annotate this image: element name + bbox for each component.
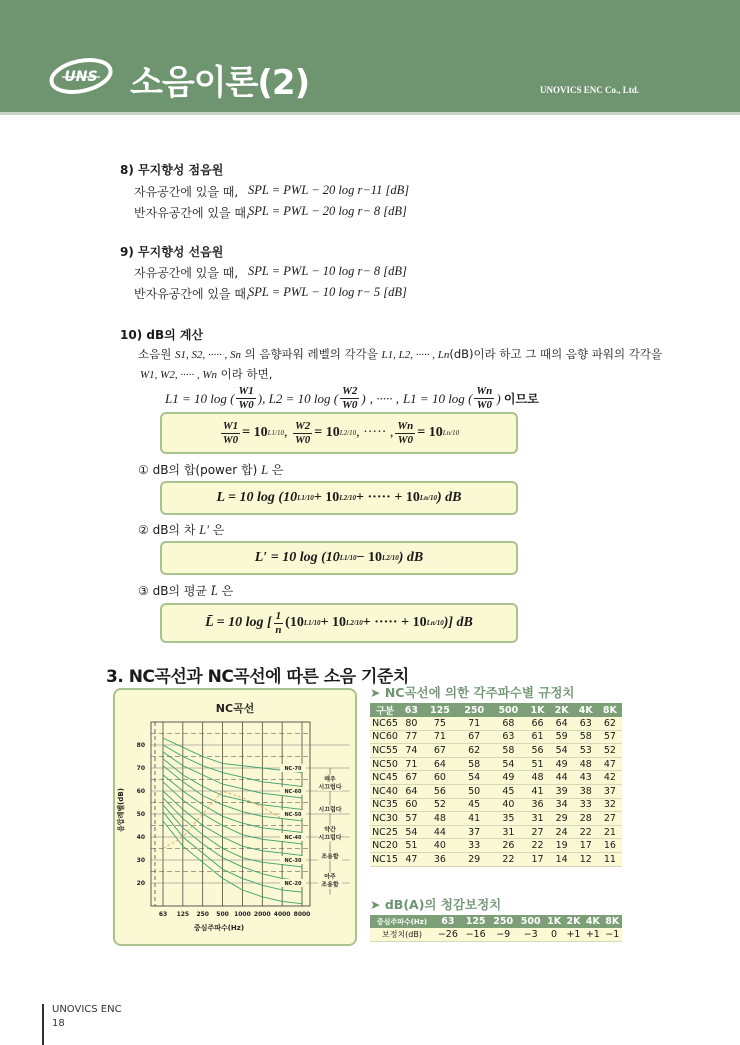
nc-table-row <box>370 812 622 826</box>
formula-box-ratio: $\frac{W1}{W0}$ = 10 L1/10 , $\frac{W2}{W0}$ = 10 L2/10 , ····· , $\frac{Wn}{W0}$ = 10 Ln/10 <box>160 412 518 454</box>
formula-box-average: L̄ = 10 log [ $\frac{1}{n}$ (10 L1/10 + 10 L2/10 + ····· + 10 Ln/10 )] dB <box>160 603 518 643</box>
s10-line1-c: (dB)이라 하고 그 때의 음향 파워의 각각을 <box>449 347 663 361</box>
s8-row-1-formula: SPL = PWL − 20 log r−11 [dB] <box>248 183 410 197</box>
s10-line1-vars: S1, S2, ····· , Sn <box>174 349 241 361</box>
x-tick-label: 250 <box>196 911 209 918</box>
item-3-label: ③ dB의 평균 L̄ 은 <box>138 584 234 598</box>
curve-label: NC-30 <box>284 858 302 864</box>
dba-table <box>370 915 622 942</box>
nc-table-cell: 12 <box>574 852 598 866</box>
dba-table-cell: +1 <box>583 928 602 941</box>
nc-table-cell: 59 <box>550 730 574 744</box>
nc-table-header-cell: 4K <box>574 703 598 717</box>
s9-row-1-label: 자유공간에 있을 때, <box>134 266 239 280</box>
zone-label: 시끄럽다 <box>318 806 342 814</box>
curve-label: NC-20 <box>284 881 302 887</box>
y-tick-label: 70 <box>136 765 145 772</box>
nc-table-cell: 80 <box>400 717 423 730</box>
nc-table-cell: 51 <box>400 839 423 853</box>
nc-table-cell: 21 <box>598 825 622 839</box>
nc-table-header-cell: 250 <box>457 703 491 717</box>
x-tick-label: 2000 <box>253 911 271 918</box>
s10-line-1 <box>138 346 662 362</box>
eq-ln: L1 = 10 log <box>402 390 465 406</box>
dba-table-header-cell: 4K <box>583 915 602 928</box>
dba-table-header-cell: 1K <box>544 915 563 928</box>
dba-table-cell: −9 <box>490 928 517 941</box>
nc-table-cell: 16 <box>598 839 622 853</box>
uns-logo-icon <box>46 56 116 96</box>
x-tick-label: 500 <box>216 911 229 918</box>
dba-table-cell: −1 <box>603 928 622 941</box>
nc-table-cell: NC50 <box>370 757 400 771</box>
page-footer <box>42 1004 122 1045</box>
nc-table-cell: 27 <box>525 825 549 839</box>
nc-table-row <box>370 784 622 798</box>
page-number: 18 <box>52 1018 65 1029</box>
arrow-bullet-icon: ➤ <box>370 685 381 700</box>
nc-table-cell: 64 <box>550 717 574 730</box>
y-tick-label: 20 <box>136 880 145 887</box>
nc-table-cell: NC25 <box>370 825 400 839</box>
y-tick-label: 40 <box>136 834 145 841</box>
nc-curve-nc-45 <box>163 775 302 833</box>
nc-table-cell: 29 <box>457 852 491 866</box>
nc-table-cell: 71 <box>457 717 491 730</box>
arrow-bullet-icon: ➤ <box>370 897 381 912</box>
curve-label: NC-40 <box>284 835 302 841</box>
s8-row-2-formula: SPL = PWL − 20 log r− 8 [dB] <box>248 204 407 218</box>
nc-table-cell: 58 <box>574 730 598 744</box>
nc-table-cell: 41 <box>525 784 549 798</box>
nc-table <box>370 703 622 867</box>
nc-table-row <box>370 717 622 730</box>
nc-table-cell: 66 <box>525 717 549 730</box>
nc-table-cell: 60 <box>400 798 423 812</box>
fraction-wn-w0: $\frac{Wn}{W0}$ <box>476 385 493 411</box>
nc-table-cell: 58 <box>457 757 491 771</box>
nc-table-cell: 54 <box>457 771 491 785</box>
nc-table-cell: 44 <box>550 771 574 785</box>
x-tick-label: 125 <box>176 911 190 918</box>
nc-table-cell: 48 <box>574 757 598 771</box>
nc-table-cell: 74 <box>400 744 423 758</box>
nc-table-cell: 45 <box>457 798 491 812</box>
fraction-w1-w0: $\frac{W1}{W0}$ <box>238 385 254 411</box>
dba-table-header-cell: 중심주파수(Hz) <box>370 915 434 928</box>
dba-table-cell: +1 <box>564 928 583 941</box>
nc-table-cell: 27 <box>598 812 622 826</box>
nc-table-cell: NC45 <box>370 771 400 785</box>
footer-company: UNOVICS ENC <box>52 1004 122 1015</box>
zone-label: 아주 <box>324 873 336 881</box>
eq-l2: , L2 = 10 log <box>262 390 331 406</box>
dba-table-header-cell: 2K <box>564 915 583 928</box>
dba-table-cell: −26 <box>434 928 462 941</box>
nc-table-cell: NC40 <box>370 784 400 798</box>
nc-table-cell: 22 <box>491 852 525 866</box>
nc-table-cell: 29 <box>550 812 574 826</box>
nc-chart-frame <box>113 688 357 946</box>
s10-line1-b: 의 음향파워 레벨의 각각을 <box>240 347 382 361</box>
formula-box-difference: L′ = 10 log (10 L1/10 − 10 L2/10 ) dB <box>160 541 518 575</box>
nc-table-header-cell: 구분 <box>370 703 400 717</box>
nc-table-cell: 26 <box>491 839 525 853</box>
nc-table-cell: NC15 <box>370 852 400 866</box>
nc-table-cell: NC65 <box>370 717 400 730</box>
nc-table-cell: 47 <box>598 757 622 771</box>
nc-table-cell: 54 <box>491 757 525 771</box>
y-tick-label: 60 <box>136 788 145 795</box>
dba-table-header-cell: 8K <box>603 915 622 928</box>
zone-label: 시끄럽다 <box>318 783 342 791</box>
nc-table-cell: 31 <box>491 825 525 839</box>
nc-table-row <box>370 757 622 771</box>
nc-table-row <box>370 852 622 866</box>
section-9-heading: 9) 무지향성 선음원 <box>120 245 224 259</box>
nc-table-cell: 67 <box>400 771 423 785</box>
nc-table-cell: 62 <box>598 717 622 730</box>
page-title: 소음이론(2) <box>130 63 310 103</box>
nc-table-cell: 62 <box>457 744 491 758</box>
section-10-heading: 10) dB의 계산 <box>120 328 204 342</box>
curve-label: NC-70 <box>284 766 302 772</box>
nc-table-cell: 61 <box>525 730 549 744</box>
dba-table-header-cell: 125 <box>462 915 490 928</box>
eq-suffix: 이므로 <box>503 392 539 406</box>
zone-label: 시끄럽다 <box>318 834 342 842</box>
item-1-label: ① dB의 합(power 합) L 은 <box>138 463 284 477</box>
s9-row-2-formula: SPL = PWL − 10 log r− 5 [dB] <box>248 285 407 299</box>
nc-table-cell: 60 <box>423 771 457 785</box>
nc-table-cell: NC55 <box>370 744 400 758</box>
nc-table-cell: 63 <box>491 730 525 744</box>
nc-table-header-cell: 8K <box>598 703 622 717</box>
nc-table-cell: 36 <box>525 798 549 812</box>
x-tick-label: 63 <box>158 911 168 918</box>
dba-table-cell: −3 <box>517 928 544 941</box>
y-axis-label: 음압레벨(dB) <box>117 788 125 832</box>
section-8-heading: 8) 무지향성 점음원 <box>120 163 224 177</box>
nc-table-cell: 35 <box>491 812 525 826</box>
nc-table-cell: 56 <box>423 784 457 798</box>
s10-line1-a: 소음원 <box>138 347 175 361</box>
nc-table-row <box>370 839 622 853</box>
s10-intro-equation: L1 = 10 log ( $\frac{W1}{W0}$ ) , L2 = 10 log ( $\frac{W2}{W0}$ ) , ····· , L1 = 10 log ( $\frac{Wn}{W0}$ ) 이므로 <box>165 385 539 411</box>
nc-table-header-cell: 63 <box>400 703 423 717</box>
zone-label: 조용함 <box>321 881 339 889</box>
y-tick-label: 50 <box>136 811 145 818</box>
nc-table-cell: 49 <box>491 771 525 785</box>
nc-table-cell: 56 <box>525 744 549 758</box>
nc-table-cell: 24 <box>550 825 574 839</box>
nc-table-header-cell: 1K <box>525 703 549 717</box>
dba-table-header-cell: 500 <box>517 915 544 928</box>
nc-table-cell: 32 <box>598 798 622 812</box>
x-tick-label: 4000 <box>273 911 291 918</box>
nc-table-cell: 57 <box>598 730 622 744</box>
nc-table-cell: 44 <box>423 825 457 839</box>
nc-table-cell: 77 <box>400 730 423 744</box>
nc-table-cell: 54 <box>400 825 423 839</box>
dba-table-header-cell: 63 <box>434 915 462 928</box>
nc-table-cell: 22 <box>574 825 598 839</box>
nc-table-cell: 40 <box>423 839 457 853</box>
nc-table-cell: 22 <box>525 839 549 853</box>
nc-table-cell: 48 <box>423 812 457 826</box>
formula-box-sum: L = 10 log (10 L1/10 + 10 L2/10 + ····· + 10 Ln/10 ) dB <box>160 481 518 515</box>
nc-table-cell: 68 <box>491 717 525 730</box>
fraction-w2-w0: $\frac{W2}{W0}$ <box>342 385 358 411</box>
nc-table-header-cell: 125 <box>423 703 457 717</box>
nc-table-cell: 71 <box>423 730 457 744</box>
nc-table-cell: 64 <box>423 757 457 771</box>
nc-table-row <box>370 744 622 758</box>
s10-line1-vars2: L1, L2, ····· , Ln <box>381 349 450 361</box>
nc-table-cell: 50 <box>457 784 491 798</box>
zone-label: 매우 <box>324 775 336 783</box>
nc-chart <box>115 690 355 944</box>
x-axis-label: 중심주파수(Hz) <box>193 924 245 932</box>
nc-table-title: ➤ NC곡선에 의한 각주파수별 규정치 <box>370 685 575 700</box>
eq-dots: , ····· , <box>369 390 399 406</box>
nc-table-cell: 37 <box>457 825 491 839</box>
nc-table-cell: 11 <box>598 852 622 866</box>
section-3-title: 3. NC곡선과 NC곡선에 따른 소음 기준치 <box>106 667 409 687</box>
item-2-label: ② dB의 차 L′ 은 <box>138 523 225 537</box>
nc-table-header-cell: 500 <box>491 703 525 717</box>
dba-table-header-cell: 250 <box>490 915 517 928</box>
curve-label: NC-60 <box>284 789 302 795</box>
nc-table-cell: 51 <box>525 757 549 771</box>
logo-text: UNS <box>64 69 98 85</box>
nc-table-cell: 43 <box>574 771 598 785</box>
curve-label: NC-50 <box>284 812 302 818</box>
nc-table-cell: 57 <box>400 812 423 826</box>
dba-table-row <box>370 928 622 941</box>
nc-table-cell: 34 <box>550 798 574 812</box>
nc-table-row <box>370 771 622 785</box>
nc-table-cell: 31 <box>525 812 549 826</box>
nc-table-cell: 47 <box>400 852 423 866</box>
chart-title: NC곡선 <box>215 702 255 715</box>
nc-table-cell: 48 <box>525 771 549 785</box>
nc-table-cell: NC35 <box>370 798 400 812</box>
nc-table-cell: 28 <box>574 812 598 826</box>
s9-row-2-label: 반자유공간에 있을 때, <box>134 287 250 301</box>
nc-table-row <box>370 730 622 744</box>
nc-table-cell: 38 <box>574 784 598 798</box>
s9-row-1-formula: SPL = PWL − 10 log r− 8 [dB] <box>248 264 407 278</box>
nc-table-cell: 42 <box>598 771 622 785</box>
nc-table-cell: 33 <box>457 839 491 853</box>
x-tick-label: 1000 <box>234 911 251 918</box>
nc-table-cell: 17 <box>574 839 598 853</box>
nc-table-cell: 71 <box>400 757 423 771</box>
nc-table-cell: 54 <box>550 744 574 758</box>
nc-table-cell: 67 <box>457 730 491 744</box>
zone-label: 조용함 <box>321 853 339 861</box>
dba-table-cell: 보정치(dB) <box>370 928 434 941</box>
nc-table-cell: 41 <box>457 812 491 826</box>
header-divider <box>0 112 740 115</box>
nc-table-cell: 75 <box>423 717 457 730</box>
nc-table-cell: 17 <box>525 852 549 866</box>
nc-table-cell: NC60 <box>370 730 400 744</box>
s10-line2-b: 이라 하면, <box>217 367 273 381</box>
nc-table-cell: 45 <box>491 784 525 798</box>
nc-table-cell: 52 <box>423 798 457 812</box>
s10-line-2 <box>140 366 272 382</box>
nc-table-cell: 64 <box>400 784 423 798</box>
nc-table-cell: 53 <box>574 744 598 758</box>
nc-table-cell: 14 <box>550 852 574 866</box>
nc-table-row <box>370 825 622 839</box>
dba-table-cell: 0 <box>544 928 563 941</box>
dba-table-cell: −16 <box>462 928 490 941</box>
eq-l1: L1 = 10 log <box>165 390 227 406</box>
nc-table-cell: 37 <box>598 784 622 798</box>
company-name: UNOVICS ENC Co., Ltd. <box>540 85 640 95</box>
s8-row-2-label: 반자유공간에 있을 때, <box>134 206 250 220</box>
y-tick-label: 80 <box>136 742 145 749</box>
nc-table-cell: 67 <box>423 744 457 758</box>
s8-row-1-label: 자유공간에 있을 때, <box>134 185 239 199</box>
zone-label: 약간 <box>324 826 336 834</box>
dba-table-title: ➤ dB(A)의 청감보정치 <box>370 897 502 912</box>
nc-table-cell: 52 <box>598 744 622 758</box>
y-tick-label: 30 <box>136 857 145 864</box>
nc-table-cell: 19 <box>550 839 574 853</box>
nc-table-cell: NC30 <box>370 812 400 826</box>
nc-table-row <box>370 798 622 812</box>
nc-table-cell: NC20 <box>370 839 400 853</box>
nc-table-header-cell: 2K <box>550 703 574 717</box>
nc-table-cell: 36 <box>423 852 457 866</box>
nc-table-cell: 40 <box>491 798 525 812</box>
x-tick-label: 8000 <box>293 911 311 918</box>
nc-table-cell: 49 <box>550 757 574 771</box>
nc-table-cell: 39 <box>550 784 574 798</box>
nc-table-cell: 58 <box>491 744 525 758</box>
s10-line2-vars: W1, W2, ····· , Wn <box>140 369 217 381</box>
nc-table-cell: 33 <box>574 798 598 812</box>
nc-table-cell: 63 <box>574 717 598 730</box>
